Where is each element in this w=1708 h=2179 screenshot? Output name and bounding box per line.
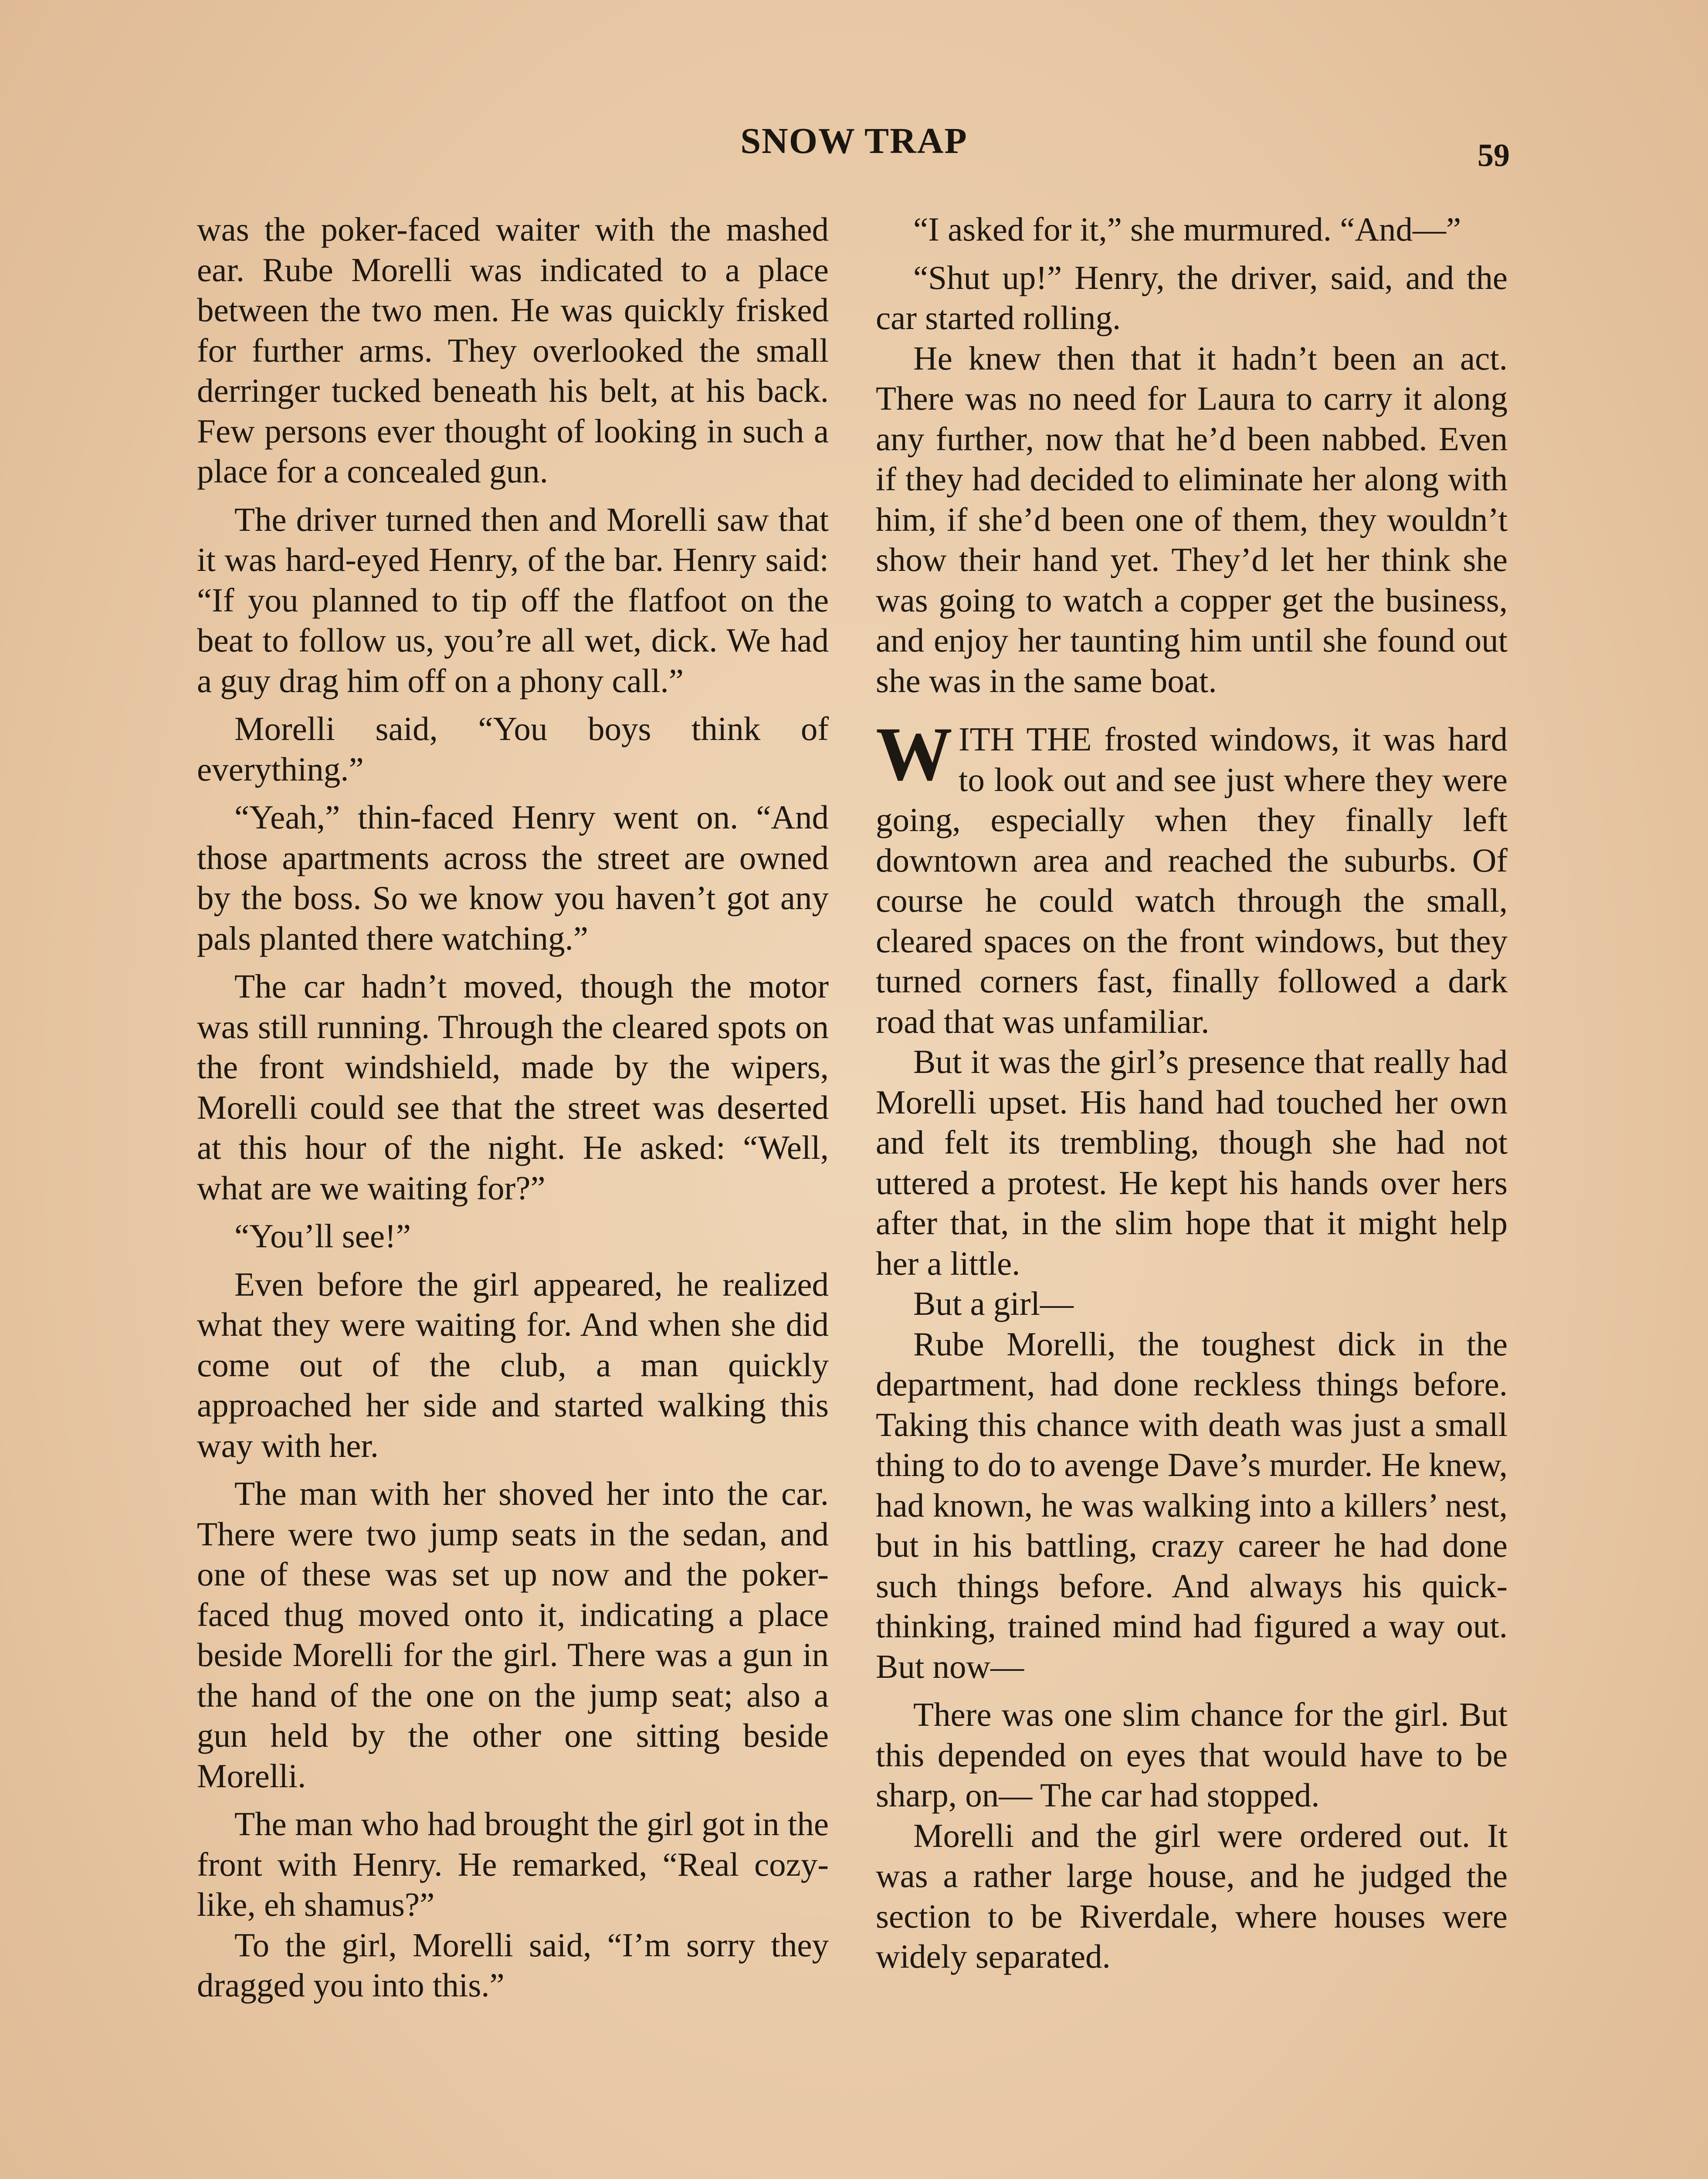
paragraph: The car hadn’t moved, though the motor was still running. Through the cleared spots on the front windshield, made by the wipers, Morelli could see that the street was deserted at this hour of the night. He asked: “Well, what are we waiting for?”: [197, 967, 829, 1207]
paragraph: Morelli and the girl were ordered out. It was a rather large house, and he judged the section to be Riverdale, where houses were widely separated.: [876, 1816, 1508, 1975]
dropcap-paragraph-text: ITH THE frosted windows, it was hard to look out and see just where they were going, especially when they finally left downtown area and reached the suburbs. Of course he could watch through the small, cleared spaces on the front windows, but they turned corners fast, finally followed a dark road that was unfamiliar.: [876, 720, 1508, 1040]
paragraph: There was one slim chance for the girl. But this depended on eyes that would have to be sharp, on— The car had stopped.: [876, 1696, 1508, 1814]
paragraph: The driver turned then and Morelli saw that it was hard-eyed Henry, of the bar. Henry said: “If you planned to tip off the flatfoot on the beat to follow us, you’re all wet, dick. We had a guy drag him off on a phony call.”: [197, 500, 829, 699]
paragraph: But it was the girl’s presence that really had Morelli upset. His hand had touched her own and felt its trembling, though she had not uttered a protest. He kept his hands over hers after that, in the slim hope that it might help her a little.: [876, 1043, 1508, 1282]
paragraph: was the poker-faced waiter with the mashed ear. Rube Morelli was indicated to a place between the two men. He was quickly frisked for further arms. They overlooked the small derringer tucked beneath his belt, at his back. Few persons ever thought of looking in such a place for a concealed gun.: [197, 210, 829, 490]
paragraph: “Shut up!” Henry, the driver, said, and the car started rolling.: [876, 258, 1508, 336]
paragraph: The man who had brought the girl got in the front with Henry. He remarked, “Real cozy-like, eh shamus?”: [197, 1805, 829, 1923]
paragraph: “I asked for it,” she murmured. “And—”: [913, 210, 1461, 248]
paragraph: But a girl—: [913, 1285, 1074, 1322]
page-number: 59: [1478, 138, 1510, 173]
paragraph: “Yeah,” thin-faced Henry went on. “And those apartments across the street are owned by the boss. So we know you haven’t got any pals planted there watching.”: [197, 798, 829, 957]
dropcap-paragraph: [876, 712, 1508, 1042]
paragraph: Rube Morelli, the toughest dick in the department, had done reckless things before. Taking this chance with death was just a small thing to do to avenge Dave’s murder. He knew, had known, he was walking into a killers’ nest, but in his battling, crazy career he had done such things before. And always his quick-thinking, trained mind had figured a way out. But now—: [876, 1325, 1508, 1685]
drop-cap-letter: W: [876, 712, 952, 797]
left-column: [197, 209, 829, 2006]
paragraph: Morelli said, “You boys think of everything.”: [197, 710, 829, 788]
paragraph: He knew then that it hadn’t been an act. There was no need for Laura to carry it along any further, now that he’d been nabbed. Even if they had decided to eliminate her along with him, if she’d been one of them, they wouldn’t show their hand yet. They’d let her think she was going to watch a copper get the business, and enjoy her taunting him until she found out she was in the same boat.: [876, 339, 1508, 699]
paragraph: Even before the girl appeared, he realized what they were waiting for. And when she did come out of the club, a man quickly approached her side and started walking this way with her.: [197, 1265, 829, 1464]
paragraph: To the girl, Morelli said, “I’m sorry they dragged you into this.”: [197, 1926, 829, 2004]
running-head-title: SNOW TRAP: [740, 121, 968, 161]
paragraph: The man with her shoved her into the car. There were two jump seats in the sedan, and one of these was set up now and the poker-faced thug moved onto it, indicating a place beside Morelli for the girl. There was a gun in the hand of the one on the jump seat; also a gun held by the other one sitting beside Morelli.: [197, 1475, 829, 1795]
paragraph: “You’ll see!”: [234, 1217, 411, 1255]
right-column: [876, 209, 1508, 1977]
